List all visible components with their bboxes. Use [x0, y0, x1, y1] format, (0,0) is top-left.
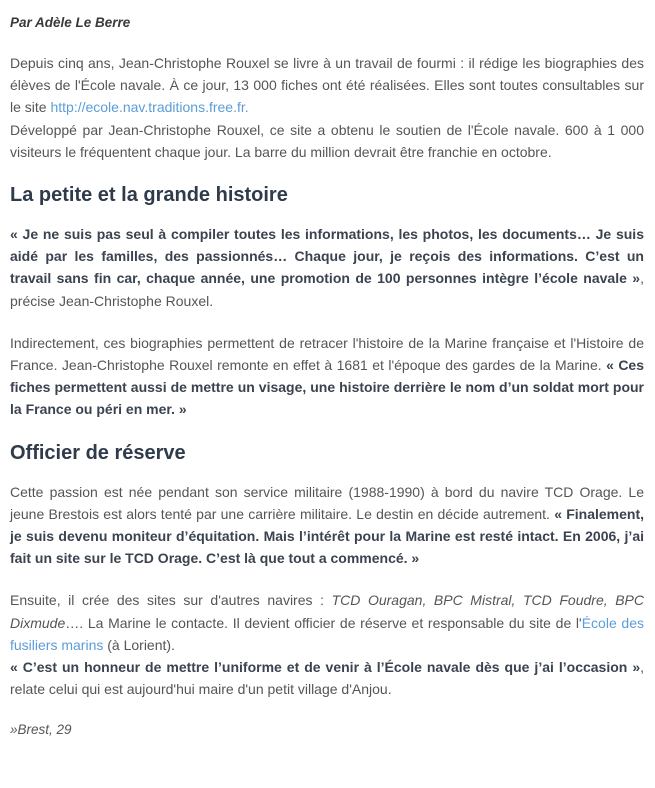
text-run: …. La Marine le contacte. Il devient officier de réserve et responsable du site de l'	[65, 614, 582, 631]
bold-quote-run: « Ces fiches permettent aussi de mettre un visage, une histoire derrière le nom d’un soldat mort pour la France ou péri en mer. »	[10, 357, 644, 418]
bold-quote-run: « C’est un honneur de mettre l’uniforme et de venir à l’École navale dès que j’ai l’occasion »	[10, 659, 641, 676]
paragraph	[10, 223, 644, 312]
paragraph	[10, 481, 644, 570]
paragraph	[10, 52, 644, 163]
text-run: Depuis cinq ans, Jean-Christophe Rouxel se livre à un travail de fourmi : il rédige les biographies des élèves de l'École navale. À ce jour, 13 000 fiches ont été réalisées. Elles sont toutes consultables sur le site	[10, 55, 644, 116]
text-run: (à Lorient).	[103, 636, 175, 653]
paragraph	[10, 589, 644, 700]
byline: Par Adèle Le Berre	[10, 15, 131, 30]
bold-quote-run: « Finalement, je suis devenu moniteur d’équitation. Mais l’intérêt pour la Marine est resté intact. En 2006, j’ai fait un site sur le TCD Orage. C’est là que tout a commencé. »	[10, 505, 645, 567]
article-body	[10, 52, 644, 740]
inline-link[interactable]: http://ecole.nav.traditions.free.fr.	[50, 99, 249, 116]
bold-quote-run: « Je ne suis pas seul à compiler toutes les informations, les photos, les documents… Je suis aidé par les familles, des passionnés… Chaque jour, je reçois des informations. C’est un travail sans fin car, chaque année, une promotion de 100 personnes intègre l’école navale »	[10, 226, 644, 287]
footer-line: »Brest, 29	[10, 722, 72, 738]
text-run: Cette passion est née pendant son service militaire (1988-1990) à bord du navire TCD Orage. Le jeune Brestois est alors tenté par une carrière militaire. Le destin en décide autrement.	[10, 483, 644, 522]
text-run: Ensuite, il crée des sites sur d'autres navires :	[10, 592, 332, 609]
inline-link[interactable]: École des fusiliers marins	[10, 614, 645, 653]
text-run: Indirectement, ces biographies permettent de retracer l'histoire de la Marine française et l'Histoire de France. Jean-Christophe Rouxel remonte en effet à 1681 et l'époque des gardes de la Marine.	[10, 334, 644, 374]
italic-run: TCD Ouragan, BPC Mistral, TCD Foudre, BPC Dixmude	[10, 592, 645, 631]
text-run: , relate celui qui est aujourd'hui maire d'un petit village d'Anjou.	[10, 659, 644, 698]
section-heading: Officier de réserve	[10, 441, 186, 464]
section-heading: La petite et la grande histoire	[10, 184, 288, 207]
text-run: Développé par Jean-Christophe Rouxel, ce site a obtenu le soutien de l'École navale. 600 à 1 000 visiteurs le fréquentent chaque jour. La barre du million devrait être franchie en octobre.	[10, 121, 644, 160]
text-run: , précise Jean-Christophe Rouxel.	[10, 270, 644, 309]
paragraph	[10, 332, 644, 421]
